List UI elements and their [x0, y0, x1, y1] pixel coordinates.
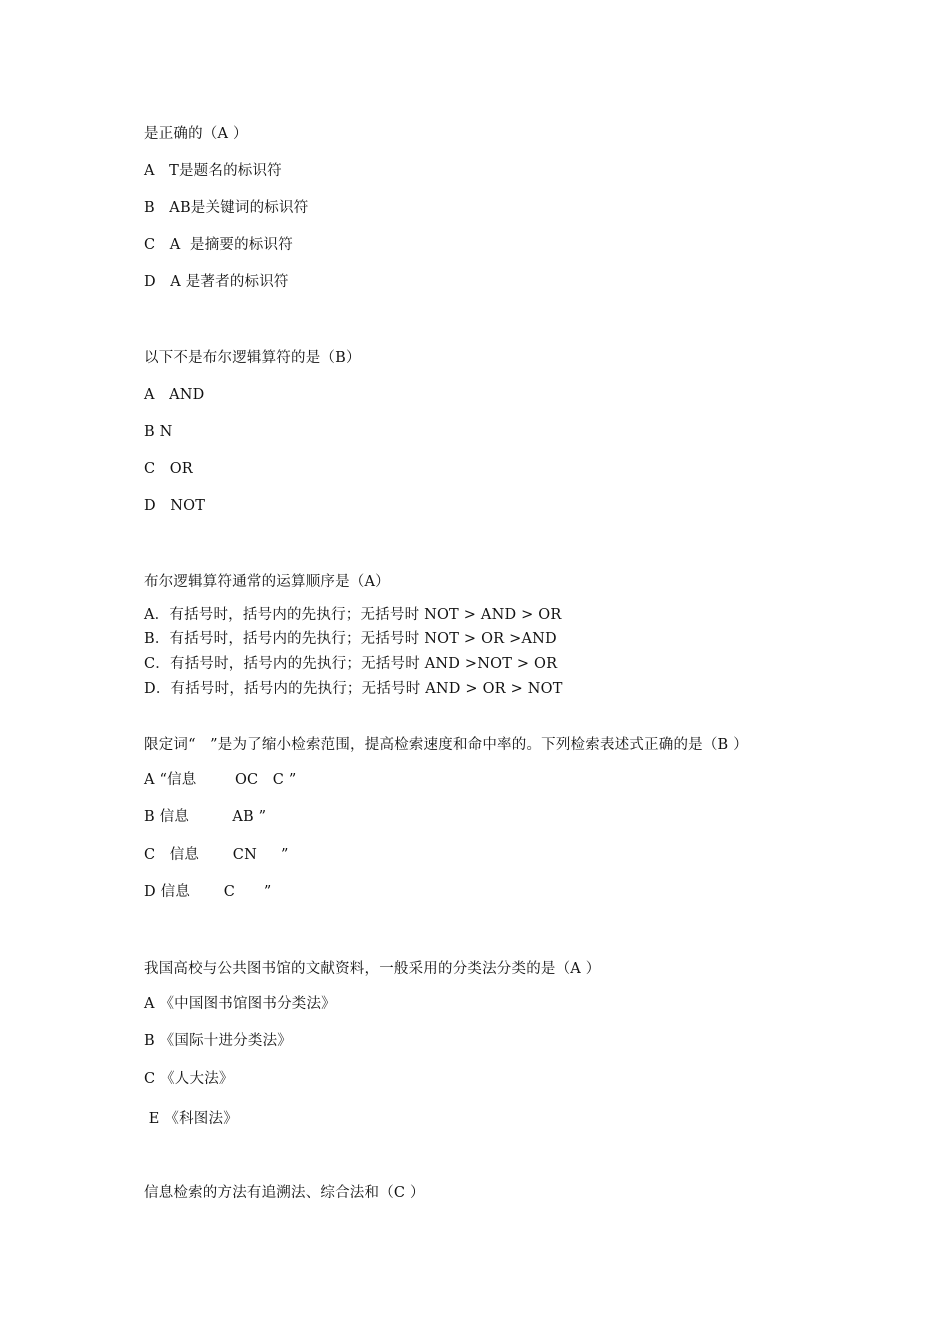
question-1-option-b: B AB是关键词的标识符 [144, 200, 309, 216]
question-5-option-b: B 《国际十进分类法》 [144, 1033, 292, 1049]
question-2-option-a: A AND [144, 387, 205, 403]
question-6-stem: 信息检索的方法有追溯法、综合法和（C ） [144, 1185, 425, 1201]
question-2-option-c: C OR [144, 461, 193, 477]
question-4-option-c: C 信息 CN ” [144, 847, 289, 863]
question-4-option-a: A “信息 OC C ” [144, 772, 297, 788]
question-4-option-d: D 信息 C ” [144, 884, 272, 900]
question-1-option-a: A T是题名的标识符 [144, 163, 282, 179]
question-2-stem: 以下不是布尔逻辑算符的是（B） [144, 350, 361, 366]
question-2-option-b: B N [144, 424, 173, 440]
question-1-option-c: C A 是摘要的标识符 [144, 237, 293, 253]
question-5-option-e: E 《科图法》 [144, 1111, 238, 1127]
question-5-option-c: C 《人大法》 [144, 1071, 234, 1087]
question-3-option-a: A．有括号时，括号内的先执行；无括号时 NOT > AND > OR [144, 607, 562, 623]
question-5-stem: 我国高校与公共图书馆的文献资料，一般采用的分类法分类的是（A ） [144, 961, 601, 977]
question-1-stem: 是正确的（A ） [144, 126, 248, 142]
question-3-option-c: C．有括号时，括号内的先执行；无括号时 AND >NOT > OR [144, 656, 558, 672]
question-4-stem: 限定词“ ”是为了缩小检索范围，提高检索速度和命中率的。下列检索表述式正确的是（B ） [144, 737, 748, 753]
question-4-option-b: B 信息 AB ” [144, 809, 267, 825]
question-5-option-a: A 《中国图书馆图书分类法》 [144, 996, 336, 1012]
question-3-option-d: D．有括号时，括号内的先执行；无括号时 AND > OR > NOT [144, 681, 563, 697]
question-3-stem: 布尔逻辑算符通常的运算顺序是（A） [144, 574, 390, 590]
question-2-option-d: D NOT [144, 498, 206, 514]
question-3-option-b: B．有括号时，括号内的先执行；无括号时 NOT > OR >AND [144, 631, 557, 647]
question-1-option-d: D A 是著者的标识符 [144, 274, 289, 290]
